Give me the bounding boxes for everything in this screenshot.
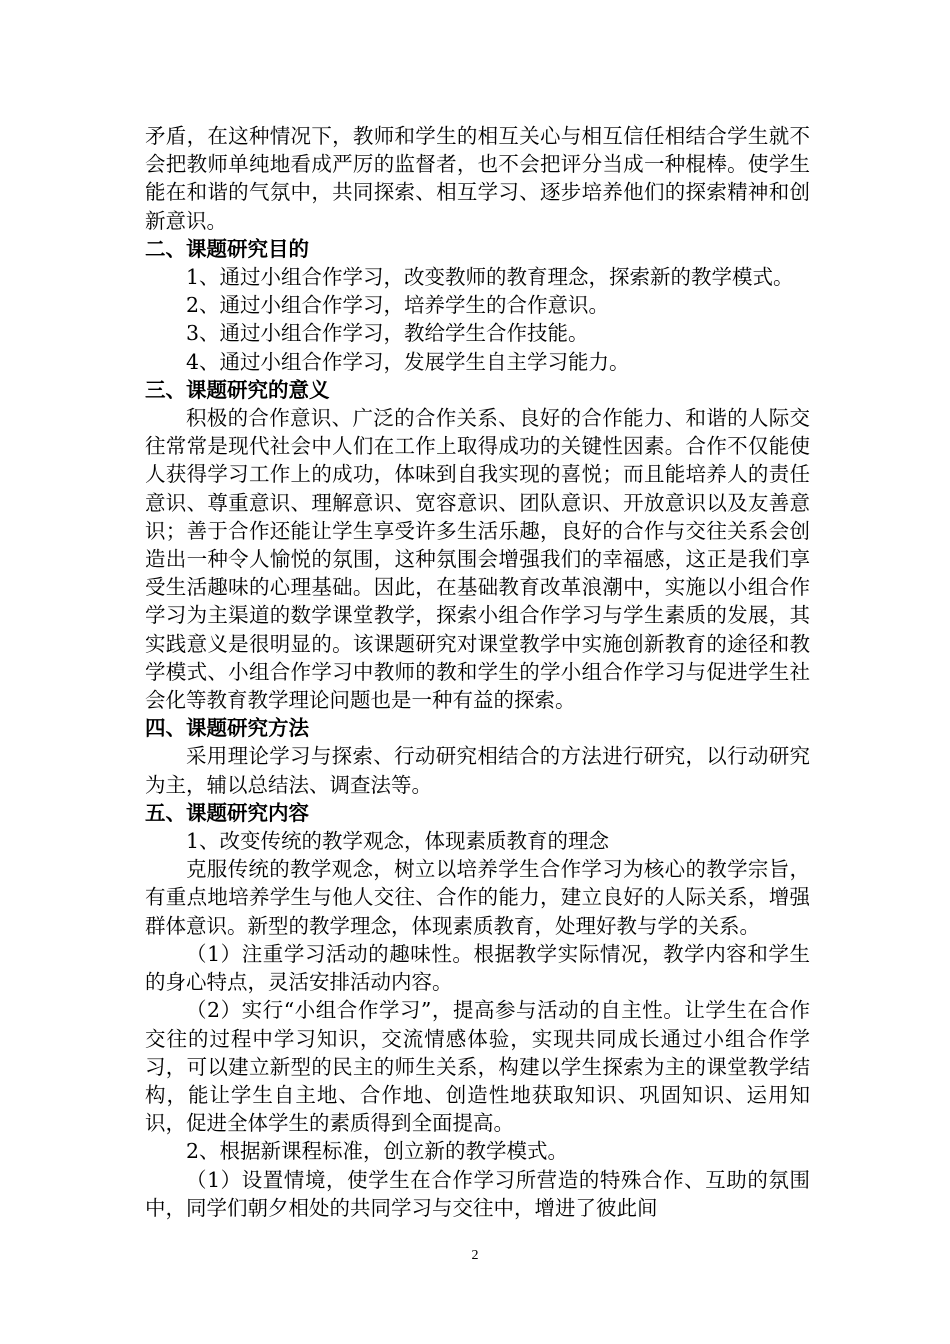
- paragraph: （1）注重学习活动的趣味性。根据教学实际情况，教学内容和学生的身心特点，灵活安排活动内容。: [145, 941, 810, 995]
- paragraph: 1、改变传统的教学观念，体现素质教育的理念: [186, 829, 610, 854]
- paragraph: 2、通过小组合作学习，培养学生的合作意识。: [186, 293, 610, 318]
- paragraph: 克服传统的教学观念，树立以培养学生合作学习为核心的教学宗旨，有重点地培养学生与他人交往、合作的能力，建立良好的人际关系，增强群体意识。新型的教学理念，体现素质教育，处理好教与学的关系。: [145, 857, 810, 938]
- section-heading: 四、课题研究方法: [145, 716, 309, 741]
- section-heading: 二、课题研究目的: [145, 236, 309, 261]
- page-number: 2: [471, 1248, 479, 1263]
- paragraph: 1、通过小组合作学习，改变教师的教育理念，探索新的教学模式。: [186, 265, 794, 290]
- paragraph: （2）实行“小组合作学习”，提高参与活动的自主性。让学生在合作交往的过程中学习知识，交流情感体验，实现共同成长通过小组合作学习，可以建立新型的民主的师生关系，构建以学生探索为主的课堂教学结构，能让学生自主地、合作地、创造性地获取知识、巩固知识、运用知识，促进全体学生的素质得到全面提高。: [145, 998, 810, 1136]
- paragraph: 3、通过小组合作学习，教给学生合作技能。: [186, 321, 589, 346]
- section-heading: 五、课题研究内容: [145, 800, 309, 825]
- section-heading: 三、课题研究的意义: [145, 377, 330, 402]
- paragraph: 2、根据新课程标准，创立新的教学模式。: [186, 1139, 569, 1164]
- paragraph: 积极的合作意识、广泛的合作关系、良好的合作能力、和谐的人际交往常常是现代社会中人们在工作上取得成功的关键性因素。合作不仅能使人获得学习工作上的成功，体味到自我实现的喜悦；而且能培养人的责任意识、尊重意识、理解意识、宽容意识、团队意识、开放意识以及友善意识；善于合作还能让学生享受许多生活乐趣，良好的合作与交往关系会创造出一种令人愉悦的氛围，这种氛围会增强我们的幸福感，这正是我们享受生活趣味的心理基础。因此，在基础教育改革浪潮中，实施以小组合作学习为主渠道的数学课堂教学，探索小组合作学习与学生素质的发展，其实践意义是很明显的。该课题研究对课堂教学中实施创新教育的途径和教学模式、小组合作学习中教师的教和学生的学小组合作学习与促进学生社会化等教育教学理论问题也是一种有益的探索。: [145, 406, 810, 713]
- page-content: [145, 122, 810, 1222]
- paragraph: 矛盾，在这种情况下，教师和学生的相互关心与相互信任相结合学生就不会把教师单纯地看成严厉的监督者，也不会把评分当成一种棍棒。使学生能在和谐的气氛中，共同探索、相互学习、逐步培养他们的探索精神和创新意识。: [145, 124, 810, 233]
- paragraph: 采用理论学习与探索、行动研究相结合的方法进行研究，以行动研究为主，辅以总结法、调查法等。: [145, 744, 810, 797]
- paragraph: 4、通过小组合作学习，发展学生自主学习能力。: [186, 349, 630, 374]
- paragraph: （1）设置情境，使学生在合作学习所营造的特殊合作、互助的氛围中，同学们朝夕相处的共同学习与交往中，增进了彼此间: [145, 1167, 810, 1220]
